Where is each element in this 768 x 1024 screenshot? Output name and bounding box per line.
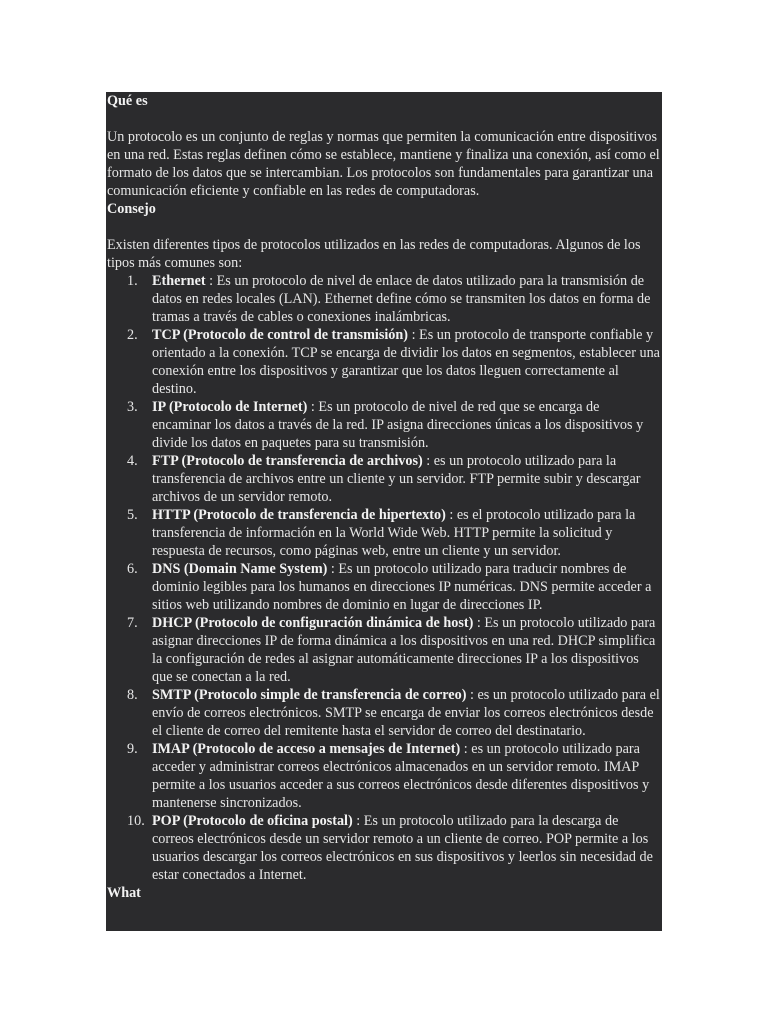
spacer [107, 218, 660, 236]
spacer [107, 110, 660, 128]
list-number: 1. [127, 273, 138, 289]
list-number: 9. [127, 741, 138, 757]
protocol-term: POP (Protocolo de oficina postal) [152, 813, 353, 829]
list-number: 4. [127, 453, 138, 469]
protocol-description: : es el protocolo utilizado para la transferencia de información en la World Wide Web. HTTP permite la solicitud y respuesta de recursos, como páginas web, entre un cliente y un servidor. [152, 507, 636, 559]
list-item [127, 614, 660, 686]
list-item [127, 560, 660, 614]
protocol-term: DNS (Domain Name System) [152, 561, 328, 577]
heading-que-es: Qué es [107, 93, 148, 109]
protocol-term: Ethernet [152, 273, 206, 289]
list-item [127, 326, 660, 398]
list-item [127, 686, 660, 740]
list-number: 3. [127, 399, 138, 415]
list-item [127, 452, 660, 506]
paragraph-intro: Existen diferentes tipos de protocolos utilizados en las redes de computadoras. Algunos de los tipos más comunes son: [107, 237, 641, 271]
protocol-term: TCP (Protocolo de control de transmisión) [152, 327, 409, 343]
protocol-description: : Es un protocolo utilizado para asignar direcciones IP de forma dinámica a los dispositivos en una red. DHCP simplifica la configuración de redes al asignar automáticamente direcciones IP a los dispositivos que se conectan a la red. [152, 615, 656, 685]
list-number: 5. [127, 507, 138, 523]
protocol-term: DHCP (Protocolo de configuración dinámica de host) [152, 615, 474, 631]
protocol-description: : Es un protocolo de transporte confiable y orientado a la conexión. TCP se encarga de dividir los datos en segmentos, establecer una conexión entre los dispositivos y garantizar que los datos lleguen correctamente al destino. [152, 327, 660, 397]
list-item [127, 272, 660, 326]
protocol-term: HTTP (Protocolo de transferencia de hipertexto) [152, 507, 446, 523]
protocol-list [107, 272, 660, 884]
protocol-description: : Es un protocolo de nivel de red que se encarga de encaminar los datos a través de la red. IP asigna direcciones únicas a los dispositivos y divide los datos en paquetes para su transmisión. [152, 399, 644, 451]
protocol-term: SMTP (Protocolo simple de transferencia de correo) [152, 687, 467, 703]
protocol-description: : es un protocolo utilizado para la transferencia de archivos entre un cliente y un servidor. FTP permite subir y descargar archivos de un servidor remoto. [152, 453, 641, 505]
list-number: 6. [127, 561, 138, 577]
list-number: 8. [127, 687, 138, 703]
list-item [127, 398, 660, 452]
list-item [127, 812, 660, 884]
protocol-description: : Es un protocolo utilizado para la descarga de correos electrónicos desde un servidor remoto a un cliente de correo. POP permite a los usuarios descargar los correos electrónicos en sus dispositivos y leerlos sin necesidad de estar conectados a Internet. [152, 813, 653, 883]
protocol-term: IP (Protocolo de Internet) [152, 399, 308, 415]
protocol-description: : es un protocolo utilizado para el envío de correos electrónicos. SMTP se encarga de enviar los correos electrónicos desde el cliente de correo del remitente hasta el servidor de correo del destinatario. [152, 687, 660, 739]
list-number: 10. [127, 813, 145, 829]
protocol-term: IMAP (Protocolo de acceso a mensajes de Internet) [152, 741, 461, 757]
list-number: 7. [127, 615, 138, 631]
document-panel [106, 92, 662, 931]
list-item [127, 506, 660, 560]
protocol-description: : Es un protocolo de nivel de enlace de datos utilizado para la transmisión de datos en redes locales (LAN). Ethernet define cómo se transmiten los datos en forma de tramas a través de cables o conexiones inalámbricas. [152, 273, 651, 325]
list-item [127, 740, 660, 812]
heading-consejo: Consejo [107, 201, 156, 217]
paragraph-definition: Un protocolo es un conjunto de reglas y normas que permiten la comunicación entre dispositivos en una red. Estas reglas definen cómo se establece, mantiene y finaliza una conexión, así como el formato de los datos que se intercambian. Los protocolos son fundamentales para garantizar una comunicación eficiente y confiable en las redes de computadoras. [107, 129, 660, 199]
protocol-term: FTP (Protocolo de transferencia de archivos) [152, 453, 423, 469]
heading-what: What [107, 885, 141, 901]
list-number: 2. [127, 327, 138, 343]
protocol-description: : Es un protocolo utilizado para traducir nombres de dominio legibles para los humanos en direcciones IP numéricas. DNS permite acceder a sitios web utilizando nombres de dominio en lugar de direcciones IP. [152, 561, 652, 613]
protocol-description: : es un protocolo utilizado para acceder y administrar correos electrónicos almacenados en un servidor remoto. IMAP permite a los usuarios acceder a sus correos electrónicos desde diferentes dispositivos y mantenerse sincronizados. [152, 741, 650, 811]
